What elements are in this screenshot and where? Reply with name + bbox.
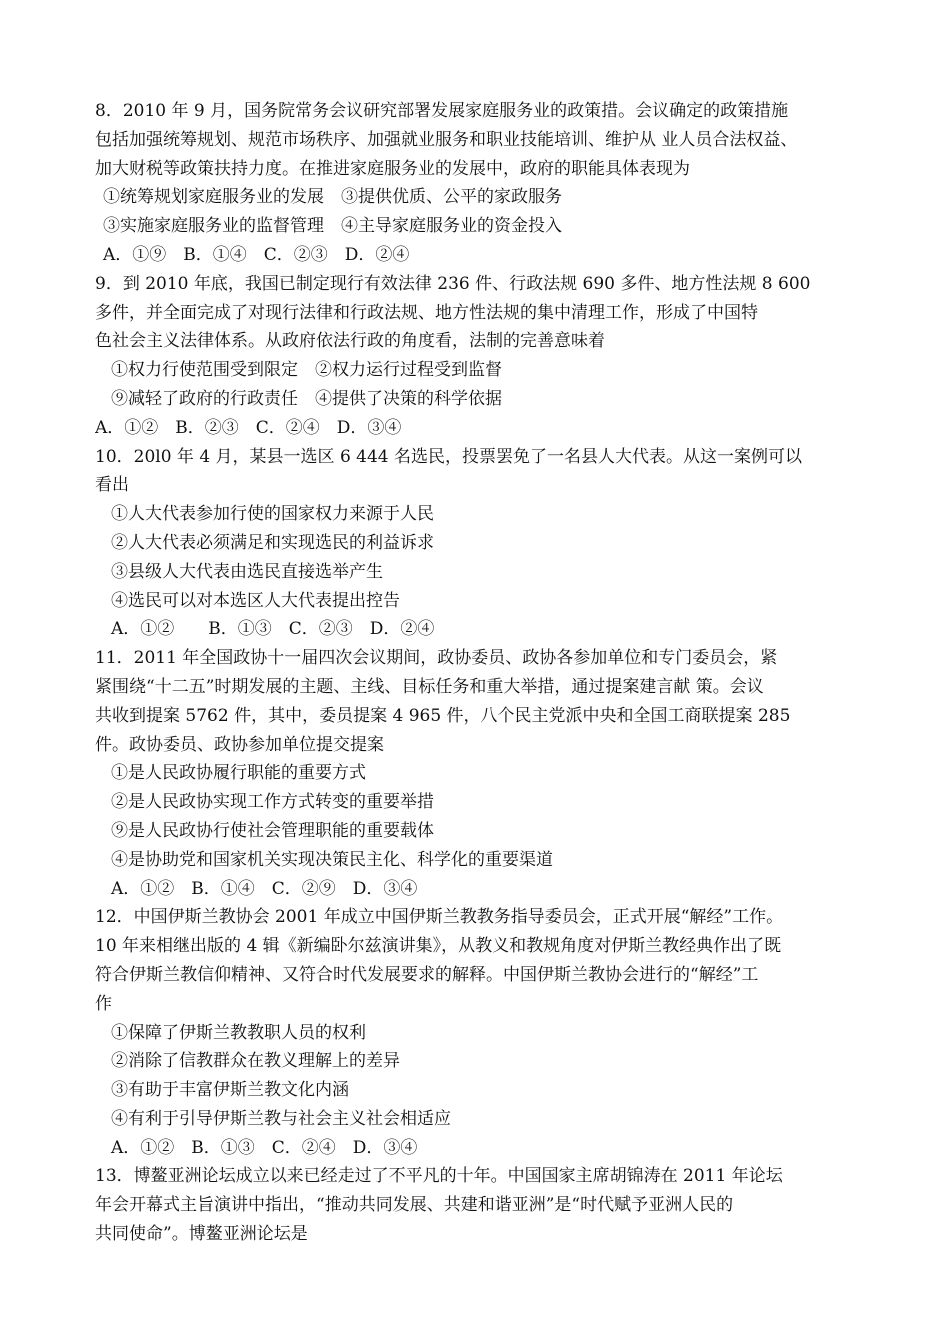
answer-choices: A．①② B．②③ C．②④ D．③④ — [95, 417, 402, 438]
question-9 — [95, 270, 870, 443]
question-stem-line: 11．2011 年全国政协十一届四次会议期间，政协委员、政协各参加单位和专门委员会，紧 — [95, 648, 778, 669]
question-stem-line: 件。政协委员、政协参加单位提交提案 — [95, 734, 384, 755]
question-stem-line: 加大财税等政策扶持力度。在推进家庭服务业的发展中，政府的职能具体表现为 — [95, 158, 690, 179]
question-stem-line: 紧围绕“十二五”时期发展的主题、主线、目标任务和重大举措，通过提案建言献 策。会议 — [95, 676, 764, 697]
question-stem-line: 色社会主义法律体系。从政府依法行政的角度看，法制的完善意味着 — [95, 331, 605, 352]
question-stem-line: 10 年来相继出版的 4 辑《新编卧尔兹演讲集》，从教义和教规角度对伊斯兰教经典作出了既 — [95, 936, 782, 957]
question-stem-line: 9．到 2010 年底，我国已制定现行有效法律 236 件、行政法规 690 多件、地方性法规 8 600 — [95, 273, 811, 294]
question-13 — [95, 1162, 870, 1248]
question-stem-line: 作 — [95, 993, 112, 1014]
question-stem-line: 包括加强统筹规划、规范市场秩序、加强就业服务和职业技能培训、维护从 业人员合法权益、 — [95, 129, 798, 150]
question-stem-line: 13．博鳌亚洲论坛成立以来已经走过了不平凡的十年。中国国家主席胡锦涛在 2011 年论坛 — [95, 1166, 783, 1187]
question-stem-line: 共同使命”。博鳌亚洲论坛是 — [95, 1224, 308, 1245]
option-statement-line: ②人大代表必须满足和实现选民的利益诉求 — [111, 532, 434, 553]
question-stem-line: 看出 — [95, 475, 129, 496]
answer-choices: A．①② B．①③ C．②③ D．②④ — [111, 619, 435, 640]
option-statement-line: ②是人民政协实现工作方式转变的重要举措 — [111, 792, 434, 813]
option-statement-line: ③实施家庭服务业的监督管理 ④主导家庭服务业的资金投入 — [103, 216, 562, 237]
question-stem-line: 8．2010 年 9 月，国务院常务会议研究部署发展家庭服务业的政策措。会议确定的政策措施 — [95, 101, 789, 121]
answer-choices: A．①⑨ B．①④ C．②③ D．②④ — [103, 244, 410, 265]
question-12 — [95, 903, 870, 1162]
question-list — [95, 97, 870, 1249]
option-statement-line: ①保障了伊斯兰教教职人员的权利 — [111, 1022, 366, 1043]
question-stem-line: 10．20l0 年 4 月，某县一选区 6 444 名选民，投票罢免了一名县人大代表。从这一案例可以 — [95, 446, 803, 467]
question-stem-line: 年会开幕式主旨演讲中指出，“推动共同发展、共建和谐亚洲”是“时代赋予亚洲人民的 — [95, 1195, 734, 1216]
option-statement-line: ①权力行使范围受到限定 ②权力运行过程受到监督 — [111, 360, 502, 381]
question-11 — [95, 644, 870, 903]
question-stem-line: 12．中国伊斯兰教协会 2001 年成立中国伊斯兰教教务指导委员会，正式开展“解经”工作。 — [95, 907, 784, 928]
option-statement-line: ①是人民政协履行职能的重要方式 — [111, 763, 366, 784]
question-stem-line: 多件，并全面完成了对现行法律和行政法规、地方性法规的集中清理工作，形成了中国特 — [95, 302, 758, 323]
question-8 — [95, 97, 870, 270]
question-stem-line: 符合伊斯兰教信仰精神、又符合时代发展要求的解释。中国伊斯兰教协会进行的“解经”工 — [95, 964, 759, 985]
option-statement-line: ①人大代表参加行使的国家权力来源于人民 — [111, 504, 434, 525]
option-statement-line: ⑨减轻了政府的行政责任 ④提供了决策的科学依据 — [111, 388, 502, 409]
option-statement-line: ①统筹规划家庭服务业的发展 ③提供优质、公平的家政服务 — [103, 187, 562, 208]
question-10 — [95, 443, 870, 645]
question-stem-line: 共收到提案 5762 件，其中，委员提案 4 965 件，八个民主党派中央和全国工商联提案 285 — [95, 705, 791, 726]
option-statement-line: ②消除了信教群众在教义理解上的差异 — [111, 1051, 400, 1072]
option-statement-line: ③有助于丰富伊斯兰教文化内涵 — [111, 1080, 349, 1101]
option-statement-line: ⑨是人民政协行使社会管理职能的重要载体 — [111, 820, 434, 841]
option-statement-line: ④有利于引导伊斯兰教与社会主义社会相适应 — [111, 1108, 451, 1129]
answer-choices: A．①② B．①③ C．②④ D．③④ — [111, 1137, 418, 1158]
option-statement-line: ③县级人大代表由选民直接选举产生 — [111, 561, 383, 582]
option-statement-line: ④是协助党和国家机关实现决策民主化、科学化的重要渠道 — [111, 849, 553, 870]
option-statement-line: ④选民可以对本选区人大代表提出控告 — [111, 590, 400, 611]
answer-choices: A．①② B．①④ C．②⑨ D．③④ — [111, 878, 418, 899]
